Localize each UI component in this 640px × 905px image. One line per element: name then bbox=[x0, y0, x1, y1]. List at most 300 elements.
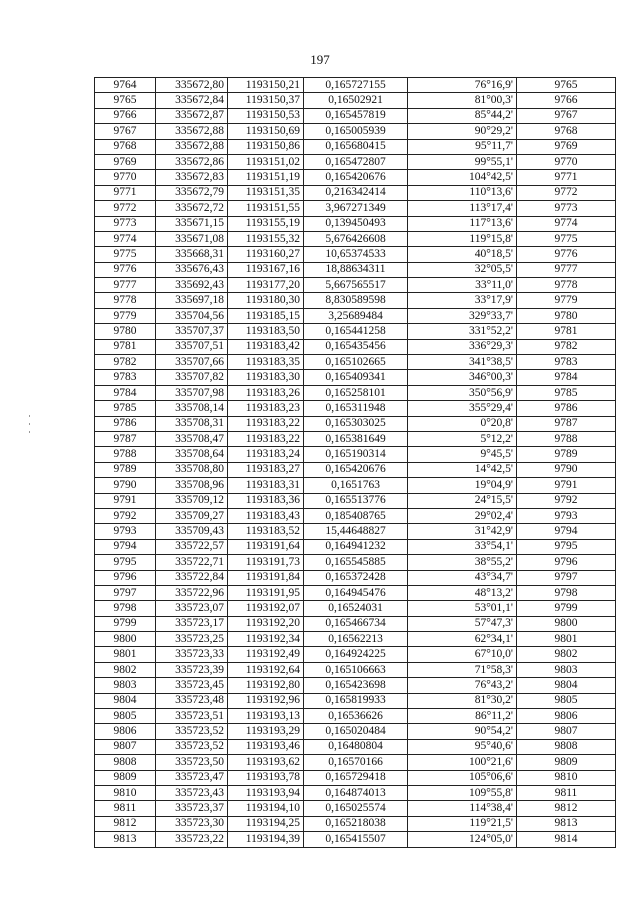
next-point-number-cell: 9794 bbox=[517, 524, 616, 539]
table-row bbox=[95, 108, 616, 123]
distance-cell: 0,16562213 bbox=[304, 632, 408, 647]
direction-angle-cell: 99°55,1' bbox=[408, 154, 517, 169]
x-coordinate-cell: 335704,56 bbox=[156, 308, 228, 323]
x-coordinate-cell: 335672,88 bbox=[156, 124, 228, 139]
direction-angle-cell: 355°29,4' bbox=[408, 401, 517, 416]
y-coordinate-cell: 1193167,16 bbox=[228, 262, 304, 277]
table-row bbox=[95, 570, 616, 585]
x-coordinate-cell: 335671,15 bbox=[156, 216, 228, 231]
next-point-number-cell: 9765 bbox=[517, 78, 616, 93]
table-row bbox=[95, 447, 616, 462]
table-row bbox=[95, 231, 616, 246]
y-coordinate-cell: 1193155,19 bbox=[228, 216, 304, 231]
next-point-number-cell: 9785 bbox=[517, 385, 616, 400]
next-point-number-cell: 9790 bbox=[517, 462, 616, 477]
direction-angle-cell: 31°42,9' bbox=[408, 524, 517, 539]
y-coordinate-cell: 1193183,22 bbox=[228, 416, 304, 431]
point-number-cell: 9790 bbox=[95, 478, 156, 493]
table-row bbox=[95, 585, 616, 600]
table-row bbox=[95, 370, 616, 385]
direction-angle-cell: 90°54,2' bbox=[408, 724, 517, 739]
point-number-cell: 9791 bbox=[95, 493, 156, 508]
table-row bbox=[95, 355, 616, 370]
coordinates-table bbox=[94, 77, 616, 848]
next-point-number-cell: 9771 bbox=[517, 170, 616, 185]
table-row bbox=[95, 709, 616, 724]
point-number-cell: 9799 bbox=[95, 616, 156, 631]
point-number-cell: 9776 bbox=[95, 262, 156, 277]
scan-mark bbox=[29, 431, 30, 433]
next-point-number-cell: 9776 bbox=[517, 247, 616, 262]
x-coordinate-cell: 335723,17 bbox=[156, 616, 228, 631]
x-coordinate-cell: 335723,43 bbox=[156, 785, 228, 800]
direction-angle-cell: 336°29,3' bbox=[408, 339, 517, 354]
table-row bbox=[95, 293, 616, 308]
y-coordinate-cell: 1193183,36 bbox=[228, 493, 304, 508]
point-number-cell: 9813 bbox=[95, 832, 156, 847]
x-coordinate-cell: 335672,86 bbox=[156, 154, 228, 169]
distance-cell: 8,830589598 bbox=[304, 293, 408, 308]
x-coordinate-cell: 335723,30 bbox=[156, 816, 228, 831]
x-coordinate-cell: 335723,50 bbox=[156, 755, 228, 770]
y-coordinate-cell: 1193155,32 bbox=[228, 231, 304, 246]
y-coordinate-cell: 1193191,73 bbox=[228, 555, 304, 570]
scan-mark bbox=[29, 415, 30, 417]
y-coordinate-cell: 1193191,64 bbox=[228, 539, 304, 554]
table-row bbox=[95, 201, 616, 216]
point-number-cell: 9785 bbox=[95, 401, 156, 416]
next-point-number-cell: 9795 bbox=[517, 539, 616, 554]
x-coordinate-cell: 335709,27 bbox=[156, 508, 228, 523]
table-row bbox=[95, 724, 616, 739]
direction-angle-cell: 43°34,7' bbox=[408, 570, 517, 585]
next-point-number-cell: 9802 bbox=[517, 647, 616, 662]
next-point-number-cell: 9775 bbox=[517, 231, 616, 246]
direction-angle-cell: 81°30,2' bbox=[408, 693, 517, 708]
x-coordinate-cell: 335723,45 bbox=[156, 678, 228, 693]
table-row bbox=[95, 770, 616, 785]
distance-cell: 0,139450493 bbox=[304, 216, 408, 231]
point-number-cell: 9786 bbox=[95, 416, 156, 431]
next-point-number-cell: 9772 bbox=[517, 185, 616, 200]
x-coordinate-cell: 335723,48 bbox=[156, 693, 228, 708]
y-coordinate-cell: 1193191,95 bbox=[228, 585, 304, 600]
table-row bbox=[95, 616, 616, 631]
x-coordinate-cell: 335722,96 bbox=[156, 585, 228, 600]
distance-cell: 0,165513776 bbox=[304, 493, 408, 508]
x-coordinate-cell: 335668,31 bbox=[156, 247, 228, 262]
direction-angle-cell: 81°00,3' bbox=[408, 93, 517, 108]
x-coordinate-cell: 335723,07 bbox=[156, 601, 228, 616]
table-row bbox=[95, 478, 616, 493]
table-row bbox=[95, 78, 616, 93]
distance-cell: 0,165466734 bbox=[304, 616, 408, 631]
distance-cell: 0,165423698 bbox=[304, 678, 408, 693]
x-coordinate-cell: 335708,14 bbox=[156, 401, 228, 416]
y-coordinate-cell: 1193194,10 bbox=[228, 801, 304, 816]
table-row bbox=[95, 324, 616, 339]
x-coordinate-cell: 335723,39 bbox=[156, 662, 228, 677]
x-coordinate-cell: 335707,66 bbox=[156, 355, 228, 370]
distance-cell: 0,1651763 bbox=[304, 478, 408, 493]
table-row bbox=[95, 739, 616, 754]
y-coordinate-cell: 1193193,13 bbox=[228, 709, 304, 724]
y-coordinate-cell: 1193193,94 bbox=[228, 785, 304, 800]
direction-angle-cell: 33°17,9' bbox=[408, 293, 517, 308]
point-number-cell: 9775 bbox=[95, 247, 156, 262]
table-row bbox=[95, 308, 616, 323]
next-point-number-cell: 9807 bbox=[517, 724, 616, 739]
x-coordinate-cell: 335676,43 bbox=[156, 262, 228, 277]
distance-cell: 0,165005939 bbox=[304, 124, 408, 139]
distance-cell: 0,165102665 bbox=[304, 355, 408, 370]
point-number-cell: 9803 bbox=[95, 678, 156, 693]
direction-angle-cell: 76°43,2' bbox=[408, 678, 517, 693]
next-point-number-cell: 9793 bbox=[517, 508, 616, 523]
point-number-cell: 9783 bbox=[95, 370, 156, 385]
x-coordinate-cell: 335723,52 bbox=[156, 724, 228, 739]
next-point-number-cell: 9801 bbox=[517, 632, 616, 647]
point-number-cell: 9782 bbox=[95, 355, 156, 370]
distance-cell: 15,44648827 bbox=[304, 524, 408, 539]
next-point-number-cell: 9769 bbox=[517, 139, 616, 154]
direction-angle-cell: 105°06,6' bbox=[408, 770, 517, 785]
direction-angle-cell: 124°05,0' bbox=[408, 832, 517, 847]
next-point-number-cell: 9782 bbox=[517, 339, 616, 354]
point-number-cell: 9788 bbox=[95, 447, 156, 462]
table-row bbox=[95, 170, 616, 185]
distance-cell: 0,165727155 bbox=[304, 78, 408, 93]
y-coordinate-cell: 1193183,27 bbox=[228, 462, 304, 477]
table-row bbox=[95, 816, 616, 831]
next-point-number-cell: 9780 bbox=[517, 308, 616, 323]
x-coordinate-cell: 335723,37 bbox=[156, 801, 228, 816]
x-coordinate-cell: 335708,31 bbox=[156, 416, 228, 431]
next-point-number-cell: 9787 bbox=[517, 416, 616, 431]
point-number-cell: 9764 bbox=[95, 78, 156, 93]
point-number-cell: 9793 bbox=[95, 524, 156, 539]
x-coordinate-cell: 335707,37 bbox=[156, 324, 228, 339]
point-number-cell: 9789 bbox=[95, 462, 156, 477]
y-coordinate-cell: 1193151,35 bbox=[228, 185, 304, 200]
next-point-number-cell: 9804 bbox=[517, 678, 616, 693]
direction-angle-cell: 346°00,3' bbox=[408, 370, 517, 385]
direction-angle-cell: 110°13,6' bbox=[408, 185, 517, 200]
distance-cell: 0,165729418 bbox=[304, 770, 408, 785]
next-point-number-cell: 9778 bbox=[517, 278, 616, 293]
distance-cell: 0,165441258 bbox=[304, 324, 408, 339]
next-point-number-cell: 9799 bbox=[517, 601, 616, 616]
next-point-number-cell: 9789 bbox=[517, 447, 616, 462]
x-coordinate-cell: 335672,79 bbox=[156, 185, 228, 200]
table-row bbox=[95, 416, 616, 431]
point-number-cell: 9804 bbox=[95, 693, 156, 708]
table-row bbox=[95, 662, 616, 677]
point-number-cell: 9794 bbox=[95, 539, 156, 554]
point-number-cell: 9809 bbox=[95, 770, 156, 785]
distance-cell: 0,165025574 bbox=[304, 801, 408, 816]
x-coordinate-cell: 335722,71 bbox=[156, 555, 228, 570]
table-row bbox=[95, 462, 616, 477]
y-coordinate-cell: 1193192,07 bbox=[228, 601, 304, 616]
table-row bbox=[95, 93, 616, 108]
next-point-number-cell: 9768 bbox=[517, 124, 616, 139]
table-row bbox=[95, 785, 616, 800]
x-coordinate-cell: 335723,22 bbox=[156, 832, 228, 847]
point-number-cell: 9780 bbox=[95, 324, 156, 339]
distance-cell: 0,165435456 bbox=[304, 339, 408, 354]
direction-angle-cell: 67°10,0' bbox=[408, 647, 517, 662]
point-number-cell: 9778 bbox=[95, 293, 156, 308]
direction-angle-cell: 40°18,5' bbox=[408, 247, 517, 262]
y-coordinate-cell: 1193183,35 bbox=[228, 355, 304, 370]
distance-cell: 0,165372428 bbox=[304, 570, 408, 585]
scan-mark bbox=[29, 423, 30, 425]
point-number-cell: 9787 bbox=[95, 431, 156, 446]
direction-angle-cell: 350°56,9' bbox=[408, 385, 517, 400]
point-number-cell: 9795 bbox=[95, 555, 156, 570]
table-row bbox=[95, 647, 616, 662]
point-number-cell: 9773 bbox=[95, 216, 156, 231]
distance-cell: 0,165415507 bbox=[304, 832, 408, 847]
y-coordinate-cell: 1193191,84 bbox=[228, 570, 304, 585]
distance-cell: 0,164924225 bbox=[304, 647, 408, 662]
y-coordinate-cell: 1193193,78 bbox=[228, 770, 304, 785]
y-coordinate-cell: 1193151,19 bbox=[228, 170, 304, 185]
x-coordinate-cell: 335707,51 bbox=[156, 339, 228, 354]
x-coordinate-cell: 335723,25 bbox=[156, 632, 228, 647]
y-coordinate-cell: 1193194,25 bbox=[228, 816, 304, 831]
point-number-cell: 9771 bbox=[95, 185, 156, 200]
next-point-number-cell: 9774 bbox=[517, 216, 616, 231]
y-coordinate-cell: 1193150,53 bbox=[228, 108, 304, 123]
distance-cell: 0,216342414 bbox=[304, 185, 408, 200]
direction-angle-cell: 71°58,3' bbox=[408, 662, 517, 677]
distance-cell: 0,16536626 bbox=[304, 709, 408, 724]
y-coordinate-cell: 1193192,96 bbox=[228, 693, 304, 708]
y-coordinate-cell: 1193183,26 bbox=[228, 385, 304, 400]
y-coordinate-cell: 1193177,20 bbox=[228, 278, 304, 293]
table-row bbox=[95, 539, 616, 554]
next-point-number-cell: 9797 bbox=[517, 570, 616, 585]
y-coordinate-cell: 1193160,27 bbox=[228, 247, 304, 262]
table-row bbox=[95, 555, 616, 570]
direction-angle-cell: 329°33,7' bbox=[408, 308, 517, 323]
table-row bbox=[95, 431, 616, 446]
y-coordinate-cell: 1193192,20 bbox=[228, 616, 304, 631]
point-number-cell: 9768 bbox=[95, 139, 156, 154]
table-row bbox=[95, 185, 616, 200]
direction-angle-cell: 19°04,9' bbox=[408, 478, 517, 493]
x-coordinate-cell: 335708,80 bbox=[156, 462, 228, 477]
y-coordinate-cell: 1193183,50 bbox=[228, 324, 304, 339]
next-point-number-cell: 9777 bbox=[517, 262, 616, 277]
distance-cell: 0,165409341 bbox=[304, 370, 408, 385]
direction-angle-cell: 62°34,1' bbox=[408, 632, 517, 647]
table-row bbox=[95, 632, 616, 647]
next-point-number-cell: 9770 bbox=[517, 154, 616, 169]
x-coordinate-cell: 335671,08 bbox=[156, 231, 228, 246]
point-number-cell: 9797 bbox=[95, 585, 156, 600]
next-point-number-cell: 9813 bbox=[517, 816, 616, 831]
next-point-number-cell: 9808 bbox=[517, 739, 616, 754]
x-coordinate-cell: 335672,88 bbox=[156, 139, 228, 154]
direction-angle-cell: 90°29,2' bbox=[408, 124, 517, 139]
y-coordinate-cell: 1193151,55 bbox=[228, 201, 304, 216]
table-row bbox=[95, 139, 616, 154]
page-number: 197 bbox=[310, 52, 330, 67]
table-row bbox=[95, 385, 616, 400]
y-coordinate-cell: 1193150,69 bbox=[228, 124, 304, 139]
x-coordinate-cell: 335672,87 bbox=[156, 108, 228, 123]
y-coordinate-cell: 1193150,86 bbox=[228, 139, 304, 154]
distance-cell: 0,165311948 bbox=[304, 401, 408, 416]
next-point-number-cell: 9784 bbox=[517, 370, 616, 385]
next-point-number-cell: 9806 bbox=[517, 709, 616, 724]
y-coordinate-cell: 1193192,64 bbox=[228, 662, 304, 677]
y-coordinate-cell: 1193183,31 bbox=[228, 478, 304, 493]
table-row bbox=[95, 339, 616, 354]
x-coordinate-cell: 335672,80 bbox=[156, 78, 228, 93]
y-coordinate-cell: 1193183,52 bbox=[228, 524, 304, 539]
point-number-cell: 9811 bbox=[95, 801, 156, 816]
distance-cell: 0,164941232 bbox=[304, 539, 408, 554]
distance-cell: 0,16502921 bbox=[304, 93, 408, 108]
x-coordinate-cell: 335709,43 bbox=[156, 524, 228, 539]
x-coordinate-cell: 335672,83 bbox=[156, 170, 228, 185]
x-coordinate-cell: 335723,51 bbox=[156, 709, 228, 724]
distance-cell: 0,165420676 bbox=[304, 170, 408, 185]
point-number-cell: 9792 bbox=[95, 508, 156, 523]
direction-angle-cell: 53°01,1' bbox=[408, 601, 517, 616]
y-coordinate-cell: 1193183,22 bbox=[228, 431, 304, 446]
y-coordinate-cell: 1193193,46 bbox=[228, 739, 304, 754]
direction-angle-cell: 5°12,2' bbox=[408, 431, 517, 446]
direction-angle-cell: 341°38,5' bbox=[408, 355, 517, 370]
direction-angle-cell: 9°45,5' bbox=[408, 447, 517, 462]
point-number-cell: 9798 bbox=[95, 601, 156, 616]
direction-angle-cell: 100°21,6' bbox=[408, 755, 517, 770]
y-coordinate-cell: 1193150,37 bbox=[228, 93, 304, 108]
point-number-cell: 9767 bbox=[95, 124, 156, 139]
distance-cell: 0,16480804 bbox=[304, 739, 408, 754]
x-coordinate-cell: 335708,96 bbox=[156, 478, 228, 493]
y-coordinate-cell: 1193185,15 bbox=[228, 308, 304, 323]
y-coordinate-cell: 1193183,42 bbox=[228, 339, 304, 354]
next-point-number-cell: 9811 bbox=[517, 785, 616, 800]
next-point-number-cell: 9791 bbox=[517, 478, 616, 493]
distance-cell: 0,165420676 bbox=[304, 462, 408, 477]
table-row bbox=[95, 401, 616, 416]
point-number-cell: 9812 bbox=[95, 816, 156, 831]
direction-angle-cell: 33°11,0' bbox=[408, 278, 517, 293]
x-coordinate-cell: 335723,52 bbox=[156, 739, 228, 754]
point-number-cell: 9766 bbox=[95, 108, 156, 123]
distance-cell: 3,967271349 bbox=[304, 201, 408, 216]
direction-angle-cell: 85°44,2' bbox=[408, 108, 517, 123]
table-row bbox=[95, 601, 616, 616]
x-coordinate-cell: 335708,47 bbox=[156, 431, 228, 446]
point-number-cell: 9801 bbox=[95, 647, 156, 662]
distance-cell: 0,165381649 bbox=[304, 431, 408, 446]
direction-angle-cell: 119°21,5' bbox=[408, 816, 517, 831]
x-coordinate-cell: 335708,64 bbox=[156, 447, 228, 462]
y-coordinate-cell: 1193192,49 bbox=[228, 647, 304, 662]
next-point-number-cell: 9812 bbox=[517, 801, 616, 816]
next-point-number-cell: 9798 bbox=[517, 585, 616, 600]
point-number-cell: 9800 bbox=[95, 632, 156, 647]
point-number-cell: 9808 bbox=[95, 755, 156, 770]
table-row bbox=[95, 678, 616, 693]
x-coordinate-cell: 335722,84 bbox=[156, 570, 228, 585]
direction-angle-cell: 14°42,5' bbox=[408, 462, 517, 477]
point-number-cell: 9805 bbox=[95, 709, 156, 724]
y-coordinate-cell: 1193193,62 bbox=[228, 755, 304, 770]
table-row bbox=[95, 832, 616, 847]
y-coordinate-cell: 1193183,43 bbox=[228, 508, 304, 523]
distance-cell: 0,165106663 bbox=[304, 662, 408, 677]
distance-cell: 0,165303025 bbox=[304, 416, 408, 431]
table-row bbox=[95, 693, 616, 708]
point-number-cell: 9806 bbox=[95, 724, 156, 739]
next-point-number-cell: 9814 bbox=[517, 832, 616, 847]
table-row bbox=[95, 124, 616, 139]
coordinates-table-body bbox=[95, 78, 616, 848]
distance-cell: 5,676426608 bbox=[304, 231, 408, 246]
distance-cell: 18,88634311 bbox=[304, 262, 408, 277]
x-coordinate-cell: 335707,98 bbox=[156, 385, 228, 400]
next-point-number-cell: 9766 bbox=[517, 93, 616, 108]
y-coordinate-cell: 1193183,23 bbox=[228, 401, 304, 416]
distance-cell: 0,165819933 bbox=[304, 693, 408, 708]
direction-angle-cell: 32°05,5' bbox=[408, 262, 517, 277]
x-coordinate-cell: 335672,72 bbox=[156, 201, 228, 216]
direction-angle-cell: 48°13,2' bbox=[408, 585, 517, 600]
next-point-number-cell: 9773 bbox=[517, 201, 616, 216]
next-point-number-cell: 9810 bbox=[517, 770, 616, 785]
distance-cell: 3,25689484 bbox=[304, 308, 408, 323]
point-number-cell: 9784 bbox=[95, 385, 156, 400]
point-number-cell: 9770 bbox=[95, 170, 156, 185]
table-row bbox=[95, 154, 616, 169]
x-coordinate-cell: 335722,57 bbox=[156, 539, 228, 554]
next-point-number-cell: 9779 bbox=[517, 293, 616, 308]
distance-cell: 0,16570166 bbox=[304, 755, 408, 770]
next-point-number-cell: 9803 bbox=[517, 662, 616, 677]
x-coordinate-cell: 335723,33 bbox=[156, 647, 228, 662]
direction-angle-cell: 33°54,1' bbox=[408, 539, 517, 554]
direction-angle-cell: 117°13,6' bbox=[408, 216, 517, 231]
point-number-cell: 9781 bbox=[95, 339, 156, 354]
next-point-number-cell: 9809 bbox=[517, 755, 616, 770]
x-coordinate-cell: 335723,47 bbox=[156, 770, 228, 785]
distance-cell: 0,165472807 bbox=[304, 154, 408, 169]
y-coordinate-cell: 1193180,30 bbox=[228, 293, 304, 308]
direction-angle-cell: 113°17,4' bbox=[408, 201, 517, 216]
y-coordinate-cell: 1193192,80 bbox=[228, 678, 304, 693]
point-number-cell: 9777 bbox=[95, 278, 156, 293]
direction-angle-cell: 331°52,2' bbox=[408, 324, 517, 339]
point-number-cell: 9802 bbox=[95, 662, 156, 677]
table-row bbox=[95, 247, 616, 262]
distance-cell: 0,164874013 bbox=[304, 785, 408, 800]
distance-cell: 0,16524031 bbox=[304, 601, 408, 616]
y-coordinate-cell: 1193150,21 bbox=[228, 78, 304, 93]
distance-cell: 0,165545885 bbox=[304, 555, 408, 570]
direction-angle-cell: 24°15,5' bbox=[408, 493, 517, 508]
table-row bbox=[95, 801, 616, 816]
distance-cell: 0,165457819 bbox=[304, 108, 408, 123]
